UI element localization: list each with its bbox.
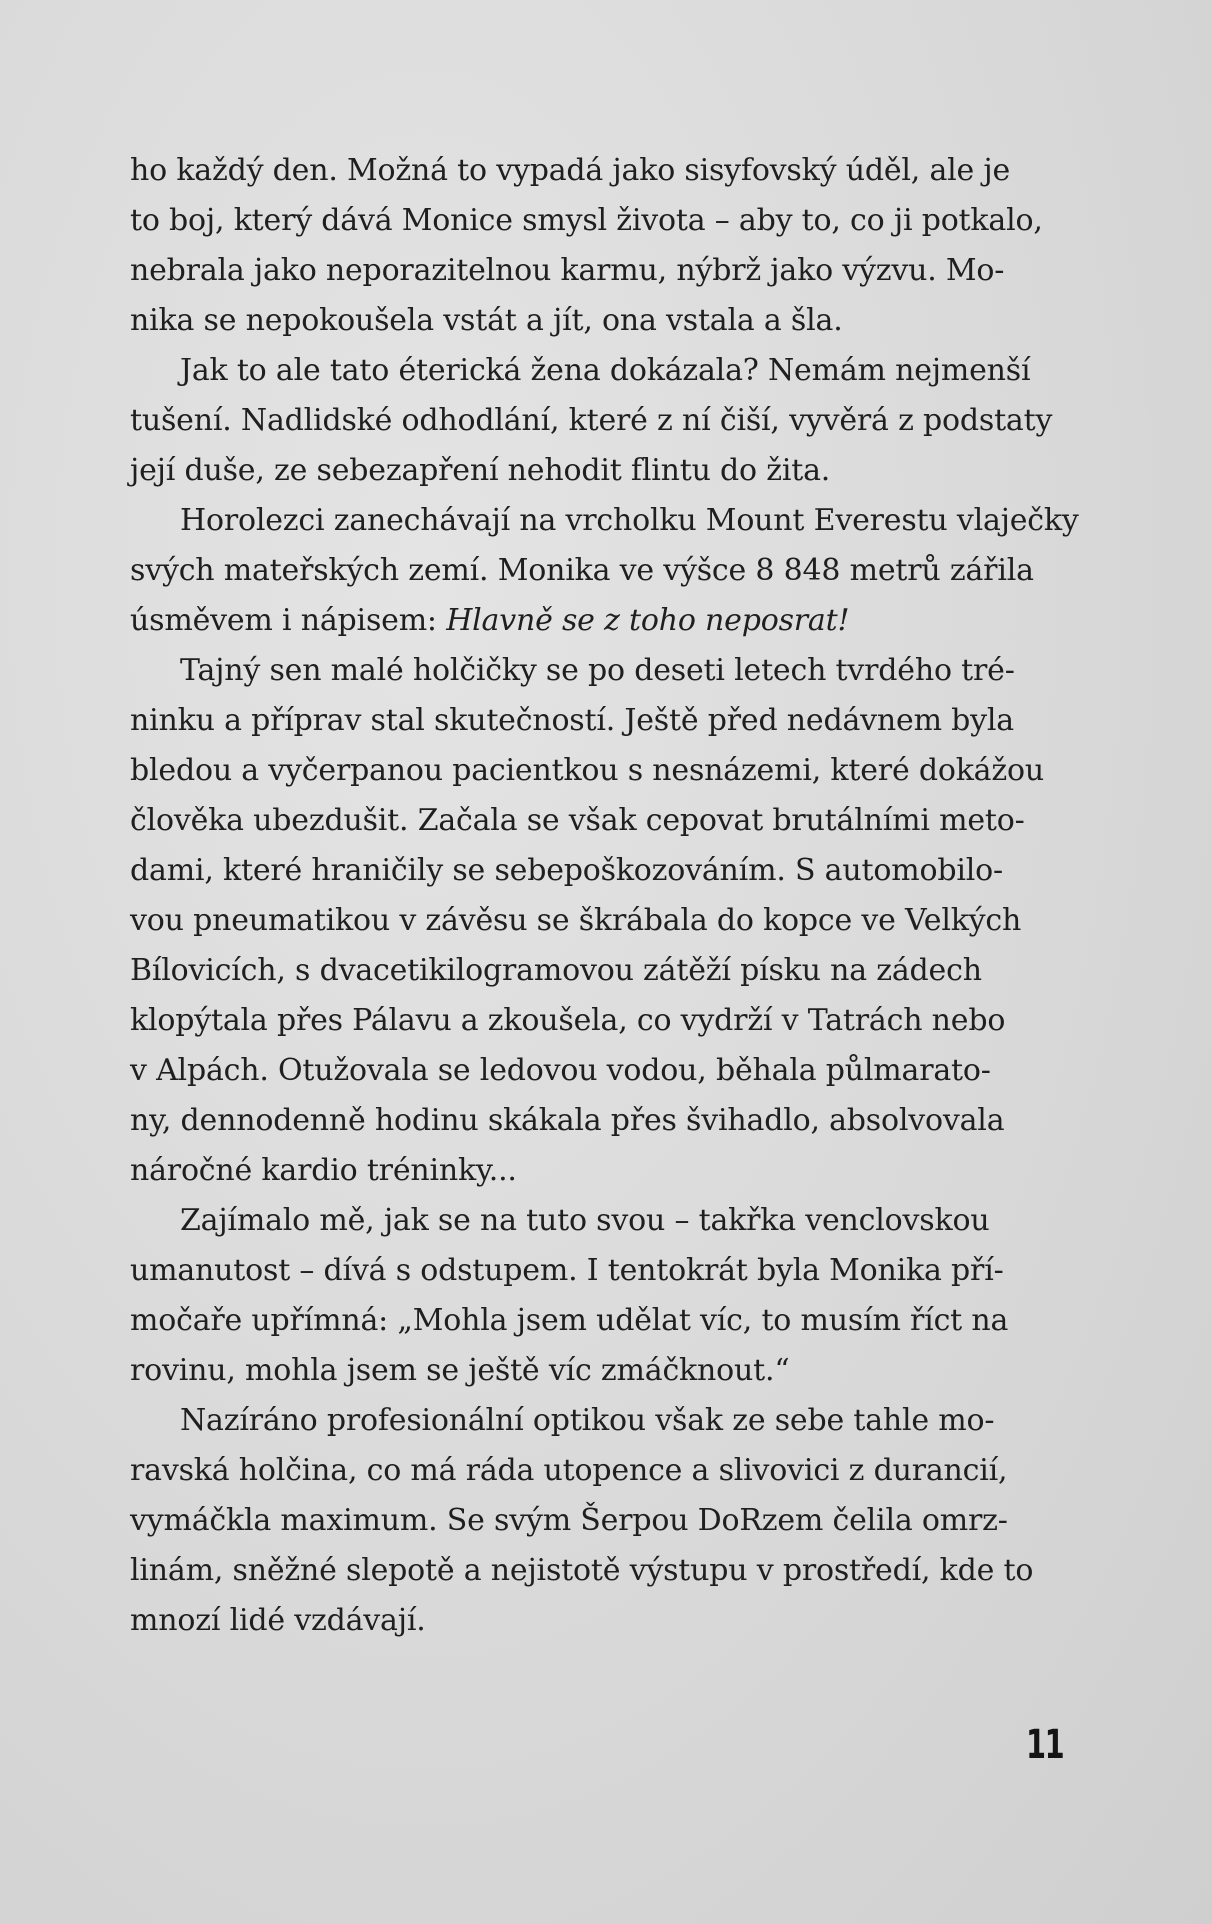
paragraph-first-line: Nazíráno profesionální optikou však ze sebe tahle mo- — [180, 1403, 995, 1438]
text-line: bledou a vyčerpanou pacientkou s nesnázemi, které dokážou — [130, 753, 1044, 788]
paragraph-first-line: Jak to ale tato éterická žena dokázala? Nemám nejmenší — [180, 353, 1031, 388]
text-line: linám, sněžné slepotě a nejistotě výstupu v prostředí, kde to — [130, 1553, 1034, 1588]
text-line: dami, které hraničily se sebepoškozováním. S automobilo- — [130, 853, 1003, 888]
text-line: nika se nepokoušela vstát a jít, ona vstala a šla. — [130, 303, 843, 338]
paragraph-first-line: Horolezci zanechávají na vrcholku Mount Everestu vlaječky — [180, 503, 1079, 538]
text-line: mnozí lidé vzdávají. — [130, 1603, 426, 1638]
text-line-start: úsměvem i nápisem: — [130, 603, 447, 638]
text-line: vymáčkla maximum. Se svým Šerpou DoRzem čelila omrz- — [130, 1503, 1008, 1538]
text-line: klopýtala přes Pálavu a zkoušela, co vydrží v Tatrách nebo — [130, 1003, 1006, 1038]
text-line: náročné kardio tréninky... — [130, 1153, 517, 1188]
text-line: Bílovicích, s dvacetikilogramovou zátěží písku na zádech — [130, 953, 982, 988]
text-line: svých mateřských zemí. Monika ve výšce 8 848 metrů zářila — [130, 553, 1034, 588]
text-line: ny, dennodenně hodinu skákala přes švihadlo, absolvovala — [130, 1103, 1005, 1138]
book-page-text — [130, 146, 1079, 1646]
text-line: člověka ubezdušit. Začala se však cepovat brutálními meto- — [130, 803, 1025, 838]
text-line-with-italic — [130, 596, 1054, 646]
text-line: močaře upřímná: „Mohla jsem udělat víc, to musím říct na — [130, 1303, 1009, 1338]
paragraph-first-line: Tajný sen malé holčičky se po deseti letech tvrdého tré- — [180, 653, 1015, 688]
page-number: 11 — [1026, 1722, 1064, 1768]
text-line: v Alpách. Otužovala se ledovou vodou, běhala půlmarato- — [130, 1053, 991, 1088]
paragraph-first-line: Zajímalo mě, jak se na tuto svou – takřka venclovskou — [180, 1203, 990, 1238]
text-line: rovinu, mohla jsem se ještě víc zmáčknout.“ — [130, 1353, 790, 1388]
text-line: její duše, ze sebezapření nehodit flintu do žita. — [130, 453, 831, 488]
text-line: umanutost – dívá s odstupem. I tentokrát byla Monika pří- — [130, 1253, 1004, 1288]
text-line: nebrala jako neporazitelnou karmu, nýbrž jako výzvu. Mo- — [130, 253, 1005, 288]
text-line: ravská holčina, co má ráda utopence a slivovici z durancií, — [130, 1453, 1008, 1488]
text-line: ninku a příprav stal skutečností. Ještě před nedávnem byla — [130, 703, 1014, 738]
italic-slogan: Hlavně se z toho neposrat! — [446, 603, 850, 638]
text-line: vou pneumatikou v závěsu se škrábala do kopce ve Velkých — [130, 903, 1022, 938]
text-line: to boj, který dává Monice smysl života – aby to, co ji potkalo, — [130, 203, 1043, 238]
text-line: tušení. Nadlidské odhodlání, které z ní čiší, vyvěrá z podstaty — [130, 403, 1053, 438]
text-line: ho každý den. Možná to vypadá jako sisyfovský úděl, ale je — [130, 153, 1011, 188]
